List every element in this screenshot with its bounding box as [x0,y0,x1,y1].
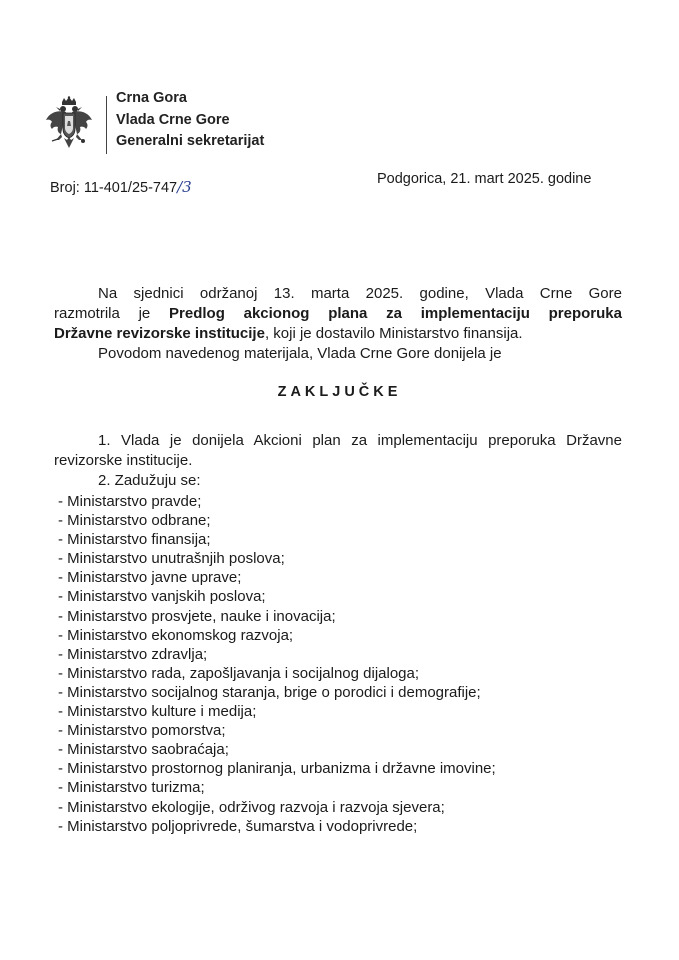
org-line-country: Crna Gora [116,90,187,106]
reference-number [50,178,192,196]
conclusions-heading: ZAKLJUČKE [277,384,402,400]
list-item: - Ministarstvo turizma; [58,779,205,797]
list-item: - Ministarstvo zdravlja; [58,645,208,663]
list-item: - Ministarstvo saobraćaja; [58,741,229,759]
point-1-line-2: revizorske institucije. [54,452,193,469]
list-item: - Ministarstvo poljoprivrede, šumarstva i vodoprivrede; [58,817,418,835]
list-item: - Ministarstvo pravde; [58,493,202,510]
point-1-line-1: 1. Vlada je donijela Akcioni plan za implementaciju preporuka Državne [98,432,622,449]
list-item: - Ministarstvo pomorstva; [58,722,226,740]
list-item: - Ministarstvo prostornog planiranja, urbanizma i državne imovine; [58,760,496,778]
list-item: - Ministarstvo rada, zapošljavanja i socijalnog dijaloga; [58,664,420,682]
list-item: - Ministarstvo socijalnog staranja, brige o porodici i demografije; [58,683,481,701]
ministries-list [58,492,496,836]
list-item: - Ministarstvo ekologije, održivog razvoja i razvoja sjevera; [58,798,445,816]
list-item: - Ministarstvo vanjskih poslova; [58,588,266,606]
montenegro-coat-of-arms-icon [44,96,94,154]
intro-paragraph [54,284,622,364]
document-title-part-1: Predlog akcionog plana za implementaciju preporuka [169,305,622,322]
list-item: - Ministarstvo kulture i medija; [58,703,257,721]
list-item: - Ministarstvo ekonomskog razvoja; [58,626,294,644]
org-line-government: Vlada Crne Gore [116,111,230,128]
list-item: - Ministarstvo odbrane; [58,512,211,530]
place-and-date: Podgorica, 21. mart 2025. godine [377,171,592,187]
conclusions-points [54,431,622,491]
point-2: 2. Zadužuju se: [98,472,201,489]
document-title-part-2: Državne revizorske institucije [54,325,265,342]
org-line-secretariat: Generalni sekretarijat [116,133,265,149]
list-item: - Ministarstvo unutrašnjih poslova; [58,550,285,568]
intro-line-2 [54,304,622,324]
issuing-organization [116,88,264,153]
intro-line-3 [54,324,622,344]
intro-line-1: Na sjednici održanoj 13. marta 2025. godine, Vlada Crne Gore [98,285,622,302]
handwritten-suffix: /3 [177,178,192,196]
intro-line-4: Povodom navedenog materijala, Vlada Crne Gore donijela je [98,345,502,362]
reference-number-text: Broj: 11-401/25-747 [50,180,178,196]
header-divider [106,96,107,154]
list-item: - Ministarstvo finansija; [58,531,211,549]
list-item: - Ministarstvo prosvjete, nauke i inovacija; [58,607,336,625]
intro-line-3-text: , koji je dostavilo Ministarstvo finansija. [264,325,523,342]
intro-line-2-text: razmotrila je [54,305,170,322]
list-item: - Ministarstvo javne uprave; [58,569,242,587]
